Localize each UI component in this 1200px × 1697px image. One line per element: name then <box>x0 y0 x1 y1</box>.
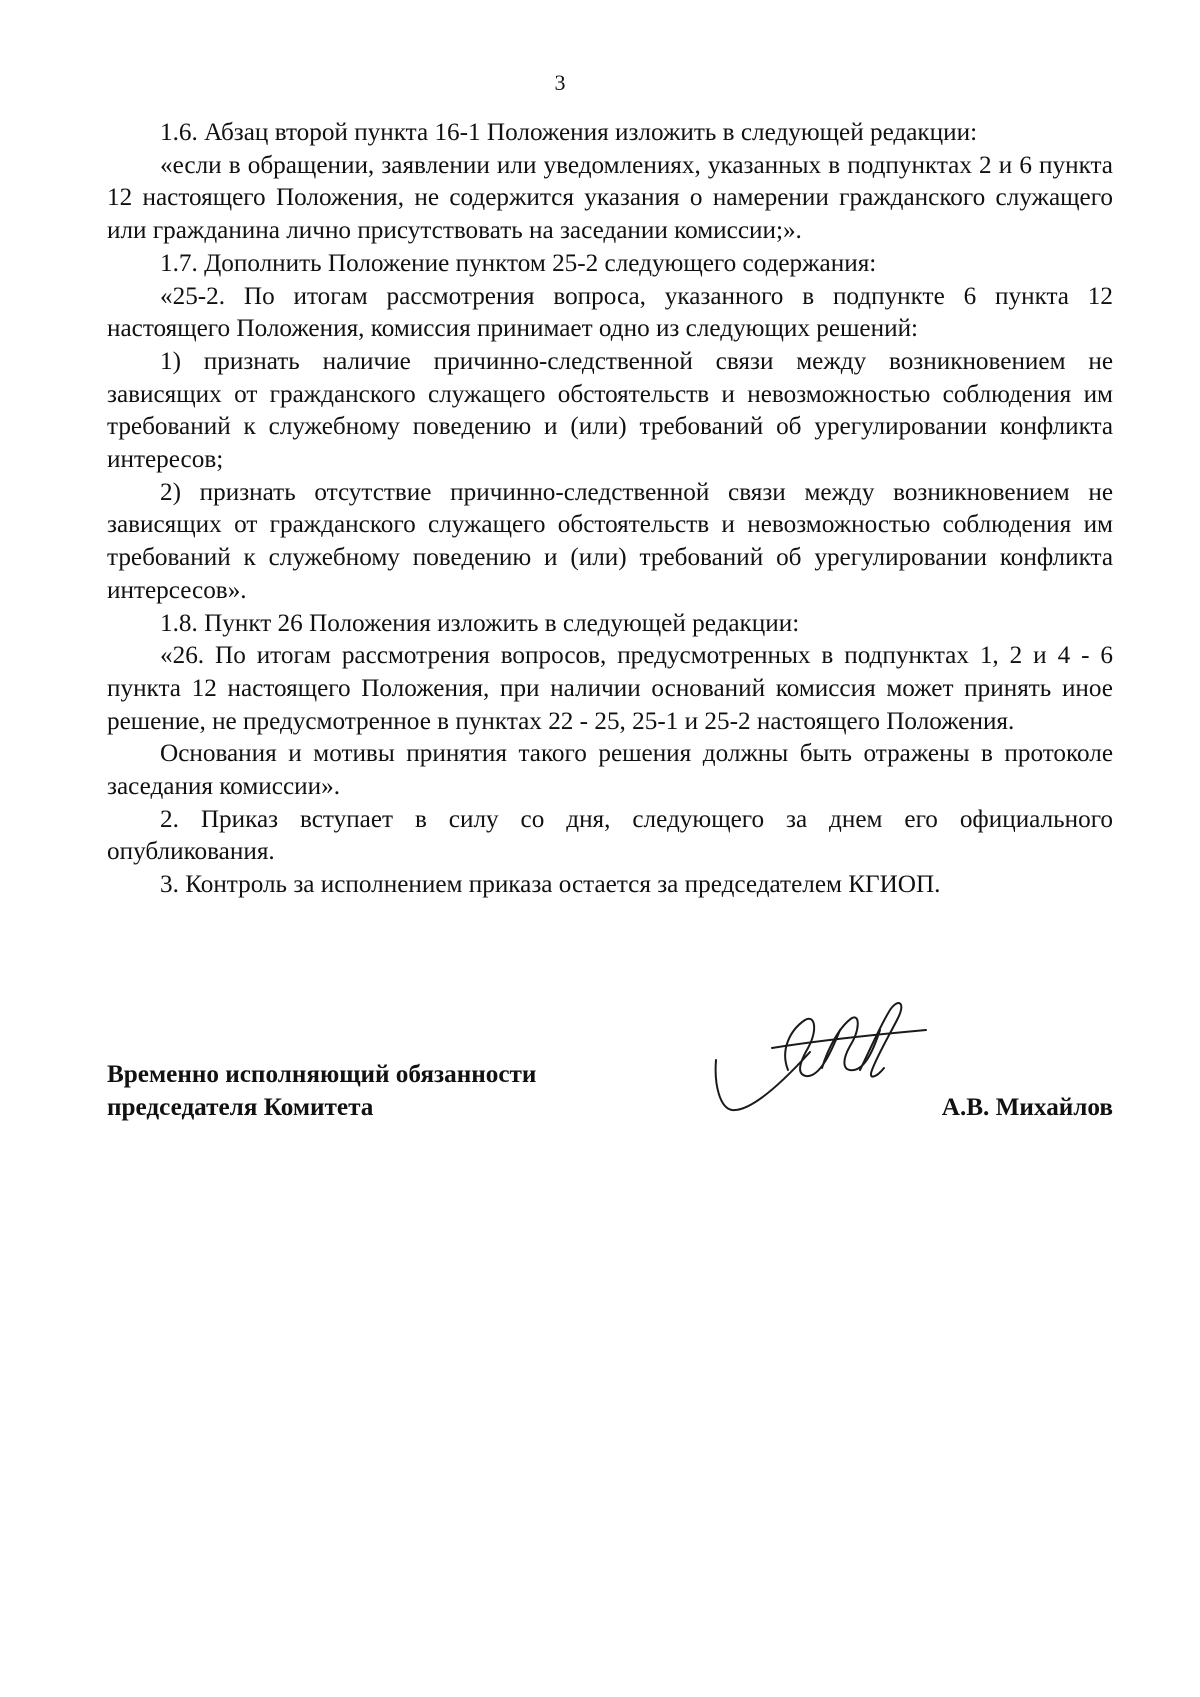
paragraph-25-2-item-1: 1) признать наличие причинно-следственной связи между возникновением не зависящих от гражданского служащего обстоятельств и невозможностью соблюдения им требований к служебному поведению и (или) требований об урегулировании конфликта интересов; <box>107 347 1113 474</box>
signature-block <box>107 1058 1113 1148</box>
paragraph-1-6-text: «если в обращении, заявлении или уведомлениях, указанных в подпунктах 2 и 6 пункта 12 настоящего Положения, не содержится указания о намерении гражданского служащего или гражданина лично присутствовать на заседании комиссии;». <box>107 151 1113 245</box>
signer-position-line-1: Временно исполняющий обязанности <box>107 1061 537 1088</box>
document-body <box>107 117 1113 902</box>
paragraph-25-2-item-2: 2) признать отсутствие причинно-следственной связи между возникновением не зависящих от гражданского служащего обстоятельств и невозможностью соблюдения им требований к служебному поведению и (или) требований об урегулировании конфликта интерсесов». <box>107 478 1113 604</box>
paragraph-25-2: «25-2. По итогам рассмотрения вопроса, указанного в подпункте 6 пункта 12 настоящего Положения, комиссия принимает одно из следующих решений: <box>107 282 1113 343</box>
signer-position <box>107 1058 536 1124</box>
paragraph-2: 2. Приказ вступает в силу со дня, следующего за днем его официального опубликования. <box>107 805 1113 866</box>
signer-name: А.В. Михайлов <box>941 1094 1113 1121</box>
paragraph-1-8: 1.8. Пункт 26 Положения изложить в следующей редакции: <box>160 609 800 637</box>
paragraph-26: «26. По итогам рассмотрения вопросов, предусмотренных в подпунктах 1, 2 и 4 - 6 пункта 12 настоящего Положения, при наличии оснований комиссия может принять иное решение, не предусмотренное в пунктах 22 - 25, 25-1 и 25-2 настоящего Положения. <box>107 642 1113 735</box>
page-number: 3 <box>554 70 566 95</box>
paragraph-1-6: 1.6. Абзац второй пункта 16-1 Положения изложить в следующей редакции: <box>160 119 978 146</box>
paragraph-3: 3. Контроль за исполнением приказа остается за председателем КГИОП. <box>160 871 941 899</box>
paragraph-26-grounds: Основания и мотивы принятия такого решения должны быть отражены в протоколе заседания комиссии». <box>107 740 1113 801</box>
signer-position-line-2: председателя Комитета <box>107 1094 374 1121</box>
handwritten-signature <box>710 990 930 1120</box>
paragraph-1-7: 1.7. Дополнить Положение пунктом 25-2 следующего содержания: <box>160 249 877 277</box>
